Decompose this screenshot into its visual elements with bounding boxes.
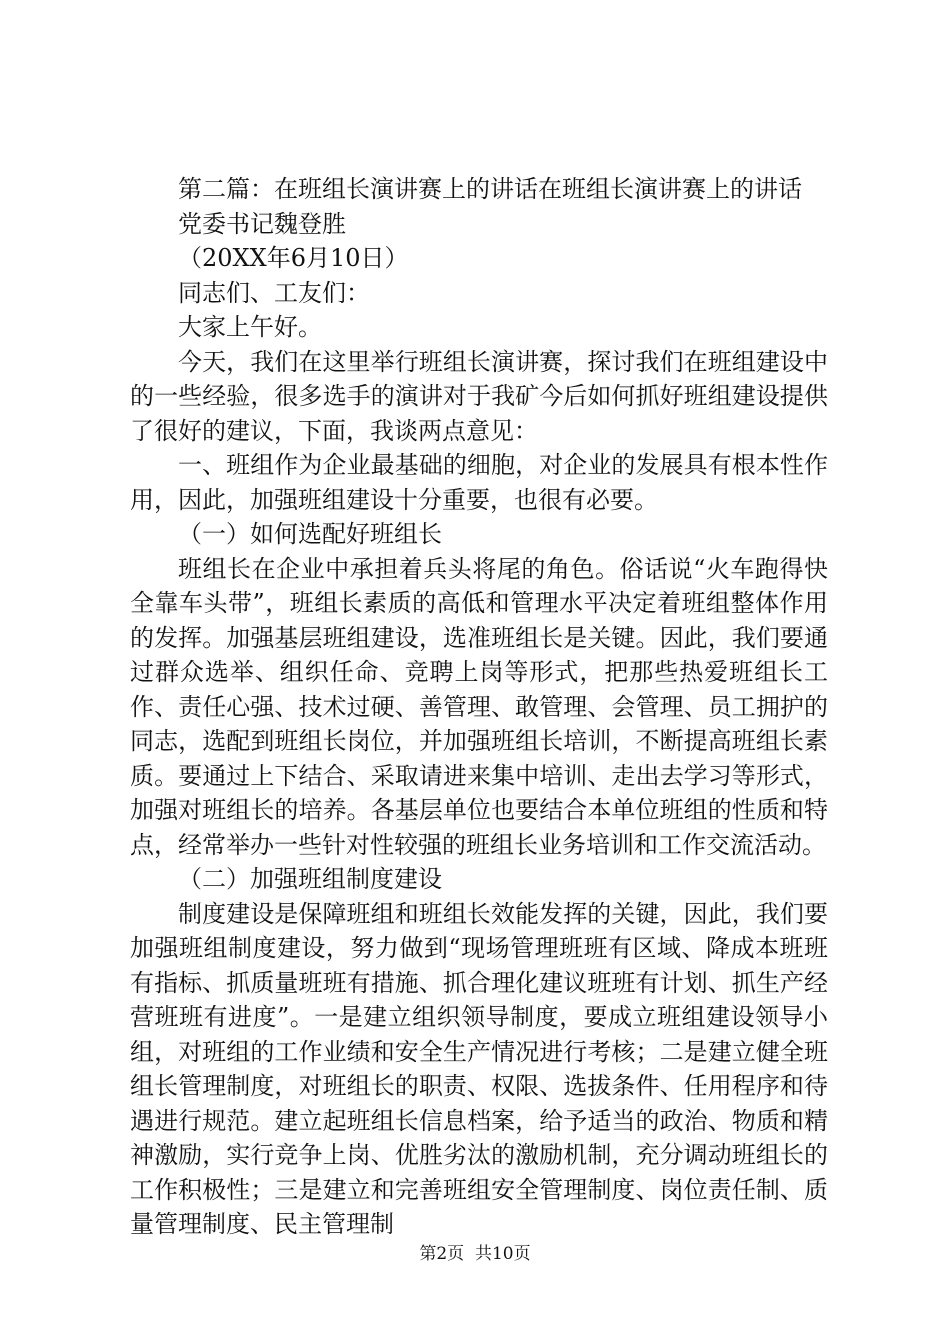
subsection-heading: （一）如何选配好班组长 [178,520,442,548]
document-body [130,172,828,1242]
greeting: 大家上午好。 [178,313,322,341]
subsection-heading: （二）加强班组制度建设 [178,865,442,893]
date-line: （20XX年6月10日） [178,244,409,272]
document-title: 第二篇：在班组长演讲赛上的讲话在班组长演讲赛上的讲话 [178,175,802,203]
author-line: 党委书记魏登胜 [178,209,346,238]
body-paragraph: 制度建设是保障班组和班组长效能发挥的关键，因此，我们要加强班组制度建设，努力做到“现场管理班班有区域、降成本班班有指标、抓质量班班有措施、抓合理化建议班班有计划、抓生产经营班班有进度”。一是建立组织领导制度，要成立班组建设领导小组，对班组的工作业绩和安全生产情况进行考核；二是建立健全班组长管理制度，对班组长的职责、权限、选拔条件、任用程序和待遇进行规范。建立起班组长信息档案，给予适当的政治、物质和精神激励，实行竞争上岗、优胜劣汰的激励机制，充分调动班组长的工作积极性；三是建立和完善班组安全管理制度、岗位责任制、质量管理制度、民主管理制 [130,899,828,1238]
body-paragraph: 班组长在企业中承担着兵头将尾的角色。俗话说“火车跑得快全靠车头带”，班组长素质的高低和管理水平决定着班组整体作用的发挥。加强基层班组建设，选准班组长是关键。因此，我们要通过群众选举、组织任命、竞聘上岗等形式，把那些热爱班组长工作、责任心强、技术过硬、善管理、敢管理、会管理、员工拥护的同志，选配到班组长岗位，并加强班组长培训，不断提高班组长素质。要通过上下结合、采取请进来集中培训、走出去学习等形式，加强对班组长的培养。各基层单位也要结合本单位班组的性质和特点，经常举办一些针对性较强的班组长业务培训和工作交流活动。 [130,554,828,859]
section-heading: 一、班组作为企业最基础的细胞，对企业的发展具有根本性作用，因此，加强班组建设十分重要，也很有必要。 [130,451,828,514]
page-number: 第2页 共10页 [419,1244,531,1264]
salutation: 同志们、工友们： [178,278,370,307]
page-footer [0,1242,950,1266]
body-paragraph: 今天，我们在这里举行班组长演讲赛，探讨我们在班组建设中的一些经验，很多选手的演讲对于我矿今后如何抓好班组建设提供了很好的建议，下面，我谈两点意见： [130,347,828,445]
